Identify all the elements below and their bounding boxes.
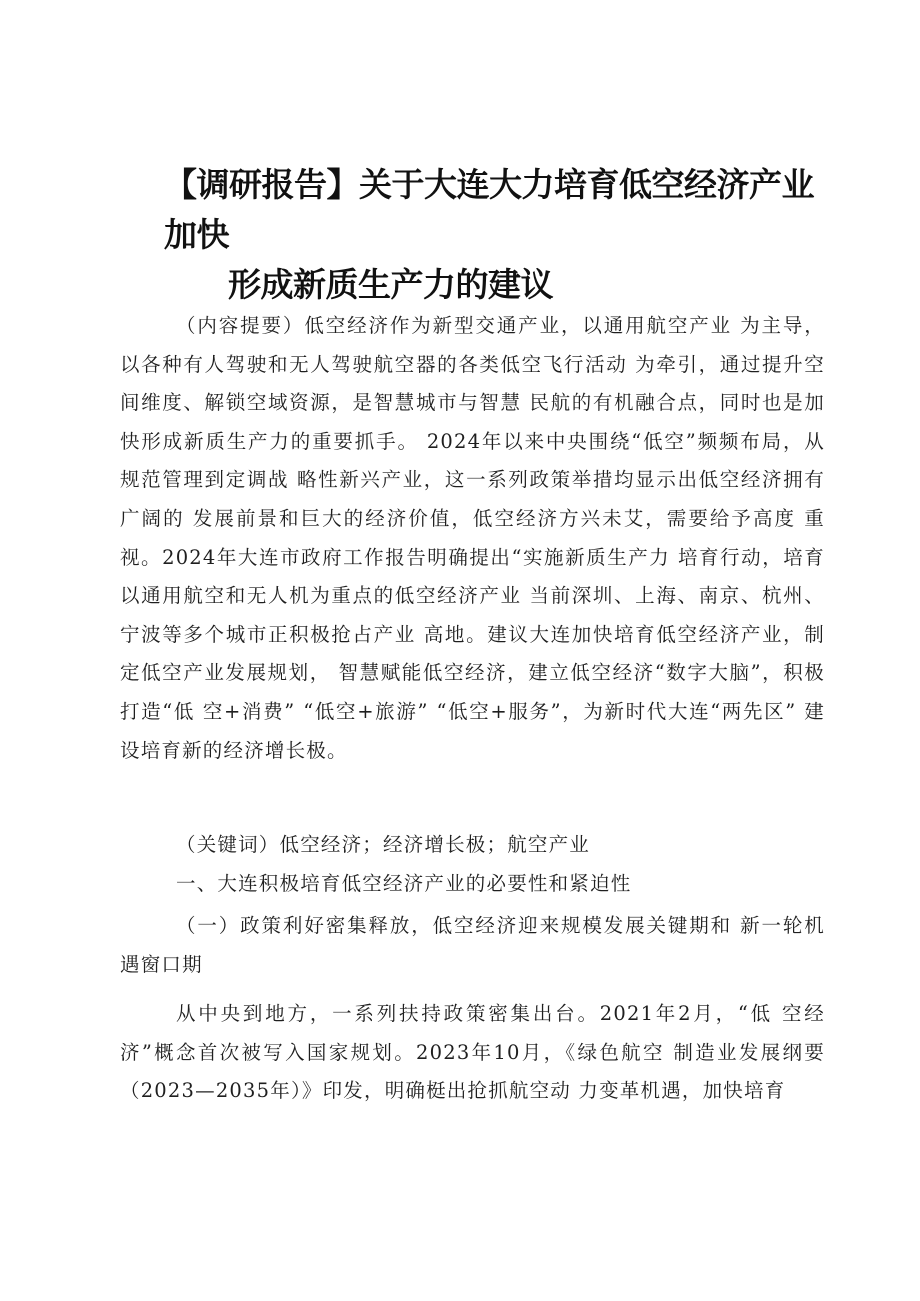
subsection-heading-1: （一）政策利好密集释放，低空经济迎来规模发展关键期和 新一轮机遇窗口期 (120, 914, 825, 976)
body-paragraph-1: 从中央到地方，一系列扶持政策密集出台。2021年2月，“低 空经济”概念首次被写入国家规划。2023年10月，《绿色航空 制造业发展纲要（2023—2035年）》印发，明确梃出抢抓航空动 力变革机遇，加快培育 (120, 1002, 825, 1103)
title-line-2: 形成新质生产力的建议 (228, 265, 553, 304)
abstract-paragraph: （内容提要）低空经济作为新型交通产业，以通用航空产业 为主导，以各种有人驾驶和无人驾驶航空器的各类低空飞行活动 为牵引，通过提升空间维度、解锁空域资源，是智慧城市与智慧 民航的有机融合点，同时也是加快形成新质生产力的重要抓手。 2024年以来中央围绕“低空”频频布局，从规范管理到定调战 略性新兴产业，这一系列政策举措均显示出低空经济拥有广阔的 发展前景和巨大的经济价值，低空经济方兴未艾，需要给予高度 重视。2024年大连市政府工作报告明确提出“实施新质生产力 培育行动，培育以通用航空和无人机为重点的低空经济产业 当前深圳、上海、南京、杭州、宁波等多个城市正积极抢占产业 高地。建议大连加快培育低空经济产业，制定低空产业发展规划， 智慧赋能低空经济，建立低空经济“数字大脑”，积极打造“低 空+消费” “低空+旅游” “低空+服务”，为新时代大连“两先区” 建设培育新的经济增长极。 (120, 314, 825, 762)
title-line-1: 【调研报告】关于大连大力培育低空经济产业 加快 (164, 165, 814, 254)
section-heading-1: 一、大连积极培育低空经济产业的必要性和紧迫性 (176, 872, 632, 895)
keywords-line: （关键词）低空经济；经济增长极；航空产业 (176, 833, 591, 856)
document-title (164, 160, 832, 310)
